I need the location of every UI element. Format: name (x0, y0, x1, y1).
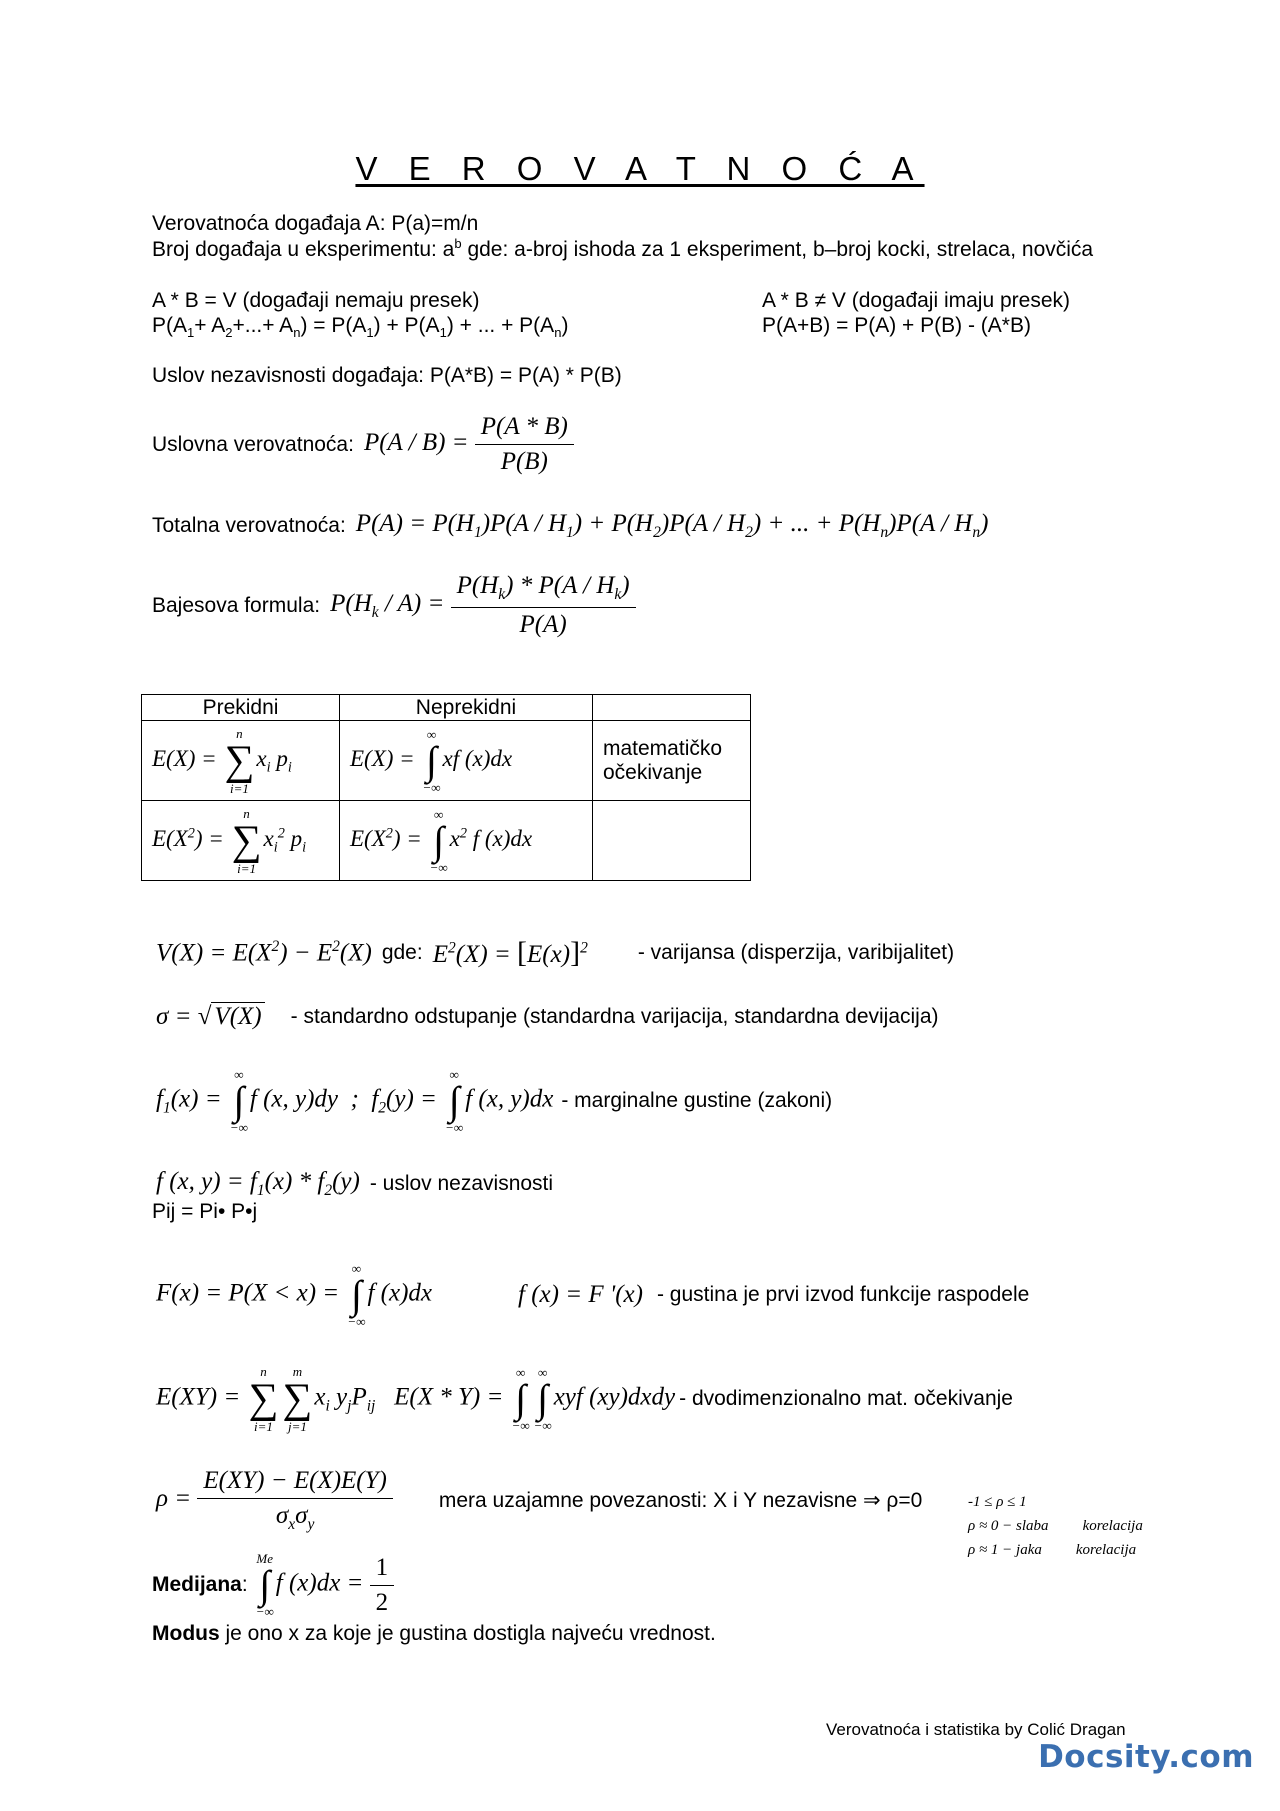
median-label: Medijana (152, 1573, 242, 1596)
std-dev-formula: σ = √ V(X) - standardno odstupanje (standardna varijacija, standardna devijacija) (156, 1003, 939, 1030)
discrete-expectation: E(X) = n ∑ i=1 $x_i$ $p_i$ (142, 721, 340, 801)
correlation-range: -1 ≤ ρ ≤ 1 (968, 1494, 1027, 1510)
discrete-second-moment: $E(X^2)$ = n ∑ i=1 $x_i^2$ $p_i$ (142, 801, 340, 881)
header-empty (593, 695, 751, 721)
event-count-line: Broj događaja u eksperimentu: $a^b$ gde: a-broj ishoda za 1 eksperiment, b–broj kocki, strelaca, novčića (152, 236, 1094, 261)
median-formula: Medijana : Me ∫ −∞ f (x)dx = $\frac{1}{2}$ (152, 1552, 394, 1618)
bayes-label: Bajesova formula: (152, 593, 321, 617)
intersecting-events: A * B ≠ V (događaji imaju presek) (762, 289, 1071, 312)
footer-credit: Verovatnoća i statistika by Colić Dragan (826, 1720, 1126, 1739)
weak-correlation: ρ ≈ 0 − slaba korelacija (968, 1518, 1143, 1534)
total-probability: Totalna verovatnoća: $P(A) = P(H_1)P(A / H_1) + P(H_2)P(A / H_2)$ + ... + $P(H_n)P(A / H_n)$ (152, 510, 989, 541)
variance-formula: $V(X) = E(X^2) - E^2(X)$ gde: $E^2(X) = [E(x)]^2$ - varijansa (disperzija, varibijalitet) (156, 936, 955, 969)
page-title: V E R O V A T N O Ć A (355, 150, 925, 187)
independence-density: f (x, $y) = f_1(x) * f_2(y)$ - uslov nezavisnosti (156, 1168, 554, 1199)
distribution-function: F(x) = P(X < x) = ∞ ∫ −∞ f (x)dx f (x) = F '(x) - gustina je prvi izvod funkcije raspodele (156, 1261, 1030, 1329)
marginal-description: - marginalne gustine (zakoni) (561, 1089, 833, 1112)
expectation-note: matematičko očekivanje (593, 721, 751, 801)
strong-correlation: ρ ≈ 1 − jaka korelacija (968, 1542, 1137, 1558)
conditional-probability: Uslovna verovatnoća: P(A / B) = $\frac{P(A * B)}{P(B)}$ (152, 413, 574, 476)
correlation-description: mera uzajamne povezanosti: X i Y nezavisne ⇒ ρ=0 (438, 1489, 923, 1512)
independence-condition: Uslov nezavisnosti događaja: P(A*B) = P(A) * P(B) (152, 364, 622, 387)
two-dim-description: - dvodimenzionalno mat. očekivanje (679, 1387, 1013, 1410)
sum-rule-disjoint: $P(A_1+ A_2+...+ A_n) = P(A_1) + P(A_1)$ + ... + $P(A_n)$ (152, 314, 569, 341)
docsity-watermark: Docsity.com (1038, 1739, 1254, 1775)
header-discrete: Prekidni (142, 695, 340, 721)
expectation-table (141, 694, 751, 881)
bayes-formula: Bajesova formula: $P(H_k / A)$ = $\frac{P(H_k) * P(A / H_k)}{P(A)}$ (152, 572, 636, 639)
marginal-densities: $f_1(x)$ = ∞ ∫ −∞ f (x, y)dy ; $f_2(y)$ = ∞ ∫ −∞ f (x, y)dx - marginalne gustine (zakoni) (156, 1067, 833, 1135)
correlation-coefficient: ρ = $\frac{E(XY) - E(X)E(Y)}{\sigma_x\sigma_y}$ mera uzajamne povezanosti: X i Y nezavisne ⇒ ρ=0 (156, 1467, 923, 1533)
continuous-second-moment: $E(X^2)$ = ∞ ∫ −∞ $x^2$ f (x)dx (340, 801, 593, 881)
sum-rule-intersecting: P(A+B) = P(A) + P(B) - (A*B) (762, 314, 1031, 337)
disjoint-events: A * B = V (događaji nemaju presek) (152, 289, 480, 312)
variance-description: - varijansa (disperzija, varibijalitet) (637, 941, 955, 964)
probability-definition: Verovatnoća događaja A: P(a)=m/n (152, 212, 479, 235)
conditional-label: Uslovna verovatnoća: (152, 432, 354, 456)
total-label: Totalna verovatnoća: (152, 514, 346, 537)
pij-relation: Pij = Pi• P•j (152, 1200, 258, 1223)
std-dev-description: - standardno odstupanje (standardna varijacija, standardna devijacija) (290, 1004, 939, 1028)
independence-description: - uslov nezavisnosti (369, 1172, 554, 1195)
header-continuous: Neprekidni (340, 695, 593, 721)
continuous-expectation: E(X) = ∞ ∫ −∞ xf (x)dx (340, 721, 593, 801)
mode-definition: Modus je ono x za koje je gustina dostigla najveću vrednost. (152, 1622, 716, 1645)
two-dim-expectation: E(XY) = n ∑ i=1 m ∑ j=1 $x_i$ $y_jP_{ij}$ E(X * Y) = ∞ ∫ −∞ ∞ ∫ −∞ xyf (xy)dxdy - dvodimenzionalno mat. očekivanje (156, 1364, 1013, 1434)
empty-cell (593, 801, 751, 881)
density-description: - gustina je prvi izvod funkcije raspodele (656, 1283, 1030, 1306)
